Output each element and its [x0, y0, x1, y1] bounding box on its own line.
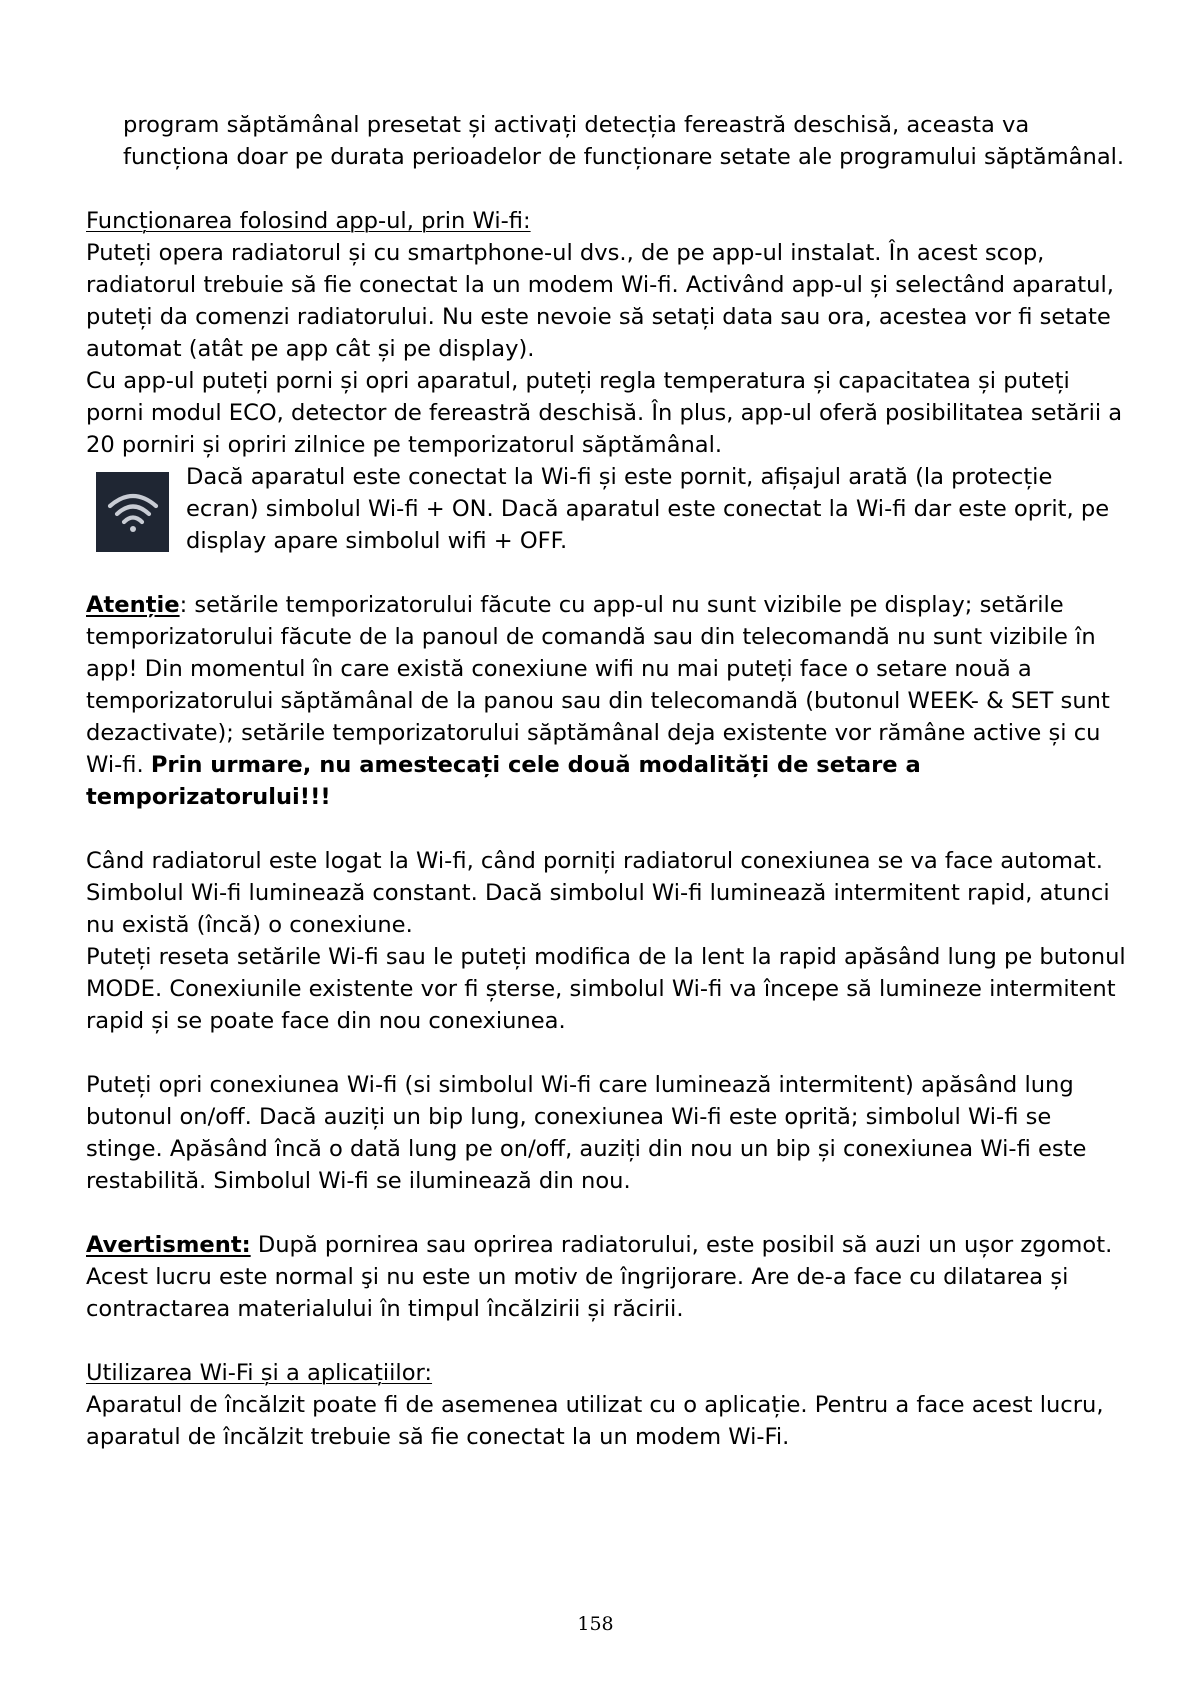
spacer [86, 1037, 1126, 1069]
page-number: 158 [577, 1613, 614, 1635]
attention-label: Atenție [86, 592, 180, 618]
spacer [86, 557, 1126, 589]
paragraph-reset-wifi: Puteți reseta setările Wi-fi sau le puteți modifica de la lent la rapid apăsând lung pe butonul MODE. Conexiunile existente vor fi șterse, simbolul Wi-fi va începe să lumineze intermitent rapid și se poate face din nou conexiunea. [86, 944, 1126, 1034]
wifi-symbol-description: Dacă aparatul este conectat la Wi-fi și este pornit, afișajul arată (la protecție ecran) simbolul Wi-fi + ON. Dacă aparatul este conectat la Wi-fi dar este oprit, pe display apare simbolul wifi + OFF. [186, 464, 1110, 554]
paragraph-auto-connection: Când radiatorul este logat la Wi-fi, când porniți radiatorul conexiunea se va face automat. Simbolul Wi-fi luminează constant. Dacă simbolul Wi-fi luminează intermitent rapid, atunci nu există (încă) o conexiune. [86, 848, 1110, 938]
intro-paragraph: program săptămânal presetat și activați detecția fereastră deschisă, aceasta va funcționa doar pe durata perioadelor de funcționare setate ale programului săptămânal. [123, 112, 1125, 170]
warning-paragraph [86, 1229, 1126, 1325]
document-page [86, 109, 1126, 1453]
attention-text: : setările temporizatorului făcute cu app-ul nu sunt vizibile pe display; setările temporizatorului făcute de la panoul de comandă sau din telecomandă nu sunt vizibile în app! Din momentul în care există conexiune wifi nu mai puteți face o setare nouă a temporizatorului săptămânal de la panou sau din telecomandă (butonul WEEK- & SET sunt dezactivate); setările temporizatorului săptămânal deja existente vor rămâne active și cu Wi-fi. [86, 592, 1110, 778]
wifi-symbol-block [86, 461, 1126, 557]
wifi-icon [96, 472, 169, 552]
spacer [86, 173, 1126, 205]
spacer [86, 1325, 1126, 1357]
spacer [86, 1197, 1126, 1229]
section-heading-app-wifi [86, 205, 1126, 237]
attention-bold-text: Prin urmare, nu amestecați cele două modalități de setare a temporizatorului!!! [86, 752, 921, 810]
paragraph-app-operation: Puteți opera radiatorul și cu smartphone-ul dvs., de pe app-ul instalat. În acest scop, radiatorul trebuie să fie conectat la un modem Wi-fi. Activând app-ul și selectând aparatul, puteți da comenzi radiatorului. Nu este nevoie să setați data sau ora, acestea vor fi setate automat (atât pe app cât și pe display). [86, 240, 1114, 362]
wifi-icon-graphic [107, 490, 159, 534]
spacer [86, 813, 1126, 845]
warning-label: Avertisment: [86, 1232, 251, 1258]
paragraph-disable-wifi: Puteți opri conexiunea Wi-fi (si simbolul Wi-fi care luminează intermitent) apăsând lung butonul on/off. Dacă auziți un bip lung, conexiunea Wi-fi este oprită; simbolul Wi-fi se stinge. Apăsând încă o dată lung pe on/off, auziți din nou un bip și conexiunea Wi-fi este restabilită. Simbolul Wi-fi se iluminează din nou. [86, 1072, 1087, 1194]
attention-paragraph [86, 589, 1126, 813]
paragraph-wifi-apps: Aparatul de încălzit poate fi de asemenea utilizat cu o aplicație. Pentru a face acest lucru, aparatul de încălzit trebuie să fie conectat la un modem Wi-Fi. [86, 1392, 1104, 1450]
section-heading-text: Funcționarea folosind app-ul, prin Wi-fi: [86, 208, 531, 234]
section-heading-text: Utilizarea Wi-Fi și a aplicațiilor: [86, 1360, 433, 1386]
paragraph-app-features: Cu app-ul puteți porni și opri aparatul, puteți regla temperatura și capacitatea și puteți porni modul ECO, detector de fereastră deschisă. În plus, app-ul oferă posibilitatea setării a 20 porniri și opriri zilnice pe temporizatorul săptămânal. [86, 368, 1123, 458]
section-heading-wifi-apps [86, 1357, 1126, 1389]
warning-text: După pornirea sau oprirea radiatorului, este posibil să auzi un ușor zgomot. Acest lucru este normal şi nu este un motiv de îngrijorare. Are de-a face cu dilatarea și contractarea materialului în timpul încălzirii și răcirii. [86, 1232, 1113, 1322]
